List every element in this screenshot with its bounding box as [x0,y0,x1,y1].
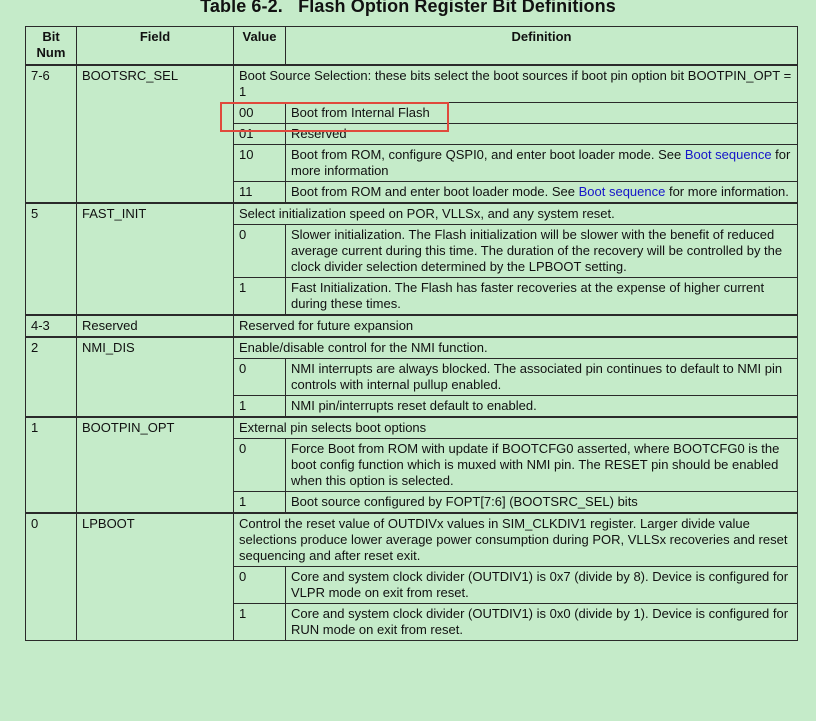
description-cell: Reserved for future expansion [234,315,798,337]
value-cell: 0 [234,567,286,604]
definition-text: Boot from ROM and enter boot loader mode. See [291,184,579,199]
definition-cell [286,182,798,204]
value-cell: 10 [234,145,286,182]
value-cell: 1 [234,492,286,514]
value-cell: 1 [234,278,286,316]
field-cell: Reserved [77,315,234,337]
value-cell: 0 [234,225,286,278]
definition-cell: NMI interrupts are always blocked. The associated pin continues to default to NMI pin controls with internal pullup enabled. [286,359,798,396]
value-cell: 0 [234,439,286,492]
table-row [26,513,798,567]
table-row [26,337,798,359]
header-field: Field [77,27,234,66]
definition-cell: Boot source configured by FOPT[7:6] (BOOTSRC_SEL) bits [286,492,798,514]
field-cell: FAST_INIT [77,203,234,315]
description-cell: Control the reset value of OUTDIVx values in SIM_CLKDIV1 register. Larger divide value selections produce lower average power consumption during POR, VLLSx recoveries and reset sequencing and after reset exit. [234,513,798,567]
bit-num-cell: 1 [26,417,77,513]
table-row [26,203,798,225]
value-cell: 1 [234,604,286,641]
description-cell: Enable/disable control for the NMI function. [234,337,798,359]
definition-cell: Force Boot from ROM with update if BOOTCFG0 asserted, where BOOTCFG0 is the boot config function which is muxed with NMI pin. The RESET pin should be enabled when this option is selected. [286,439,798,492]
value-cell: 01 [234,124,286,145]
description-cell: Boot Source Selection: these bits select the boot sources if boot pin option bit BOOTPIN_OPT = 1 [234,65,798,103]
definition-cell: NMI pin/interrupts reset default to enabled. [286,396,798,418]
bit-num-cell: 5 [26,203,77,315]
definition-text: for more information [291,147,791,178]
definition-cell: Reserved [286,124,798,145]
definition-text: Boot from ROM, configure QSPI0, and enter boot loader mode. See [291,147,685,162]
field-cell: NMI_DIS [77,337,234,417]
field-cell: LPBOOT [77,513,234,641]
value-cell: 1 [234,396,286,418]
field-cell: BOOTSRC_SEL [77,65,234,203]
bit-num-cell: 4-3 [26,315,77,337]
table-row [26,65,798,103]
definition-cell [286,145,798,182]
bit-num-cell: 7-6 [26,65,77,203]
header-row [26,27,798,66]
value-cell: 00 [234,103,286,124]
header-definition: Definition [286,27,798,66]
table-title: Table 6-2. Flash Option Register Bit Definitions [200,0,616,16]
definition-text: for more information. [665,184,789,199]
boot-sequence-link[interactable]: Boot sequence [578,184,666,199]
header-bit-num: Bit Num [26,27,77,66]
table-row [26,315,798,337]
bit-num-cell: 0 [26,513,77,641]
definition-cell: Fast Initialization. The Flash has faster recoveries at the expense of higher current during these times. [286,278,798,316]
bit-num-cell: 2 [26,337,77,417]
definition-cell: Core and system clock divider (OUTDIV1) is 0x0 (divide by 1). Device is configured for RUN mode on exit from reset. [286,604,798,641]
flash-option-register-table [25,26,798,641]
definition-cell: Boot from Internal Flash [286,103,798,124]
definition-cell: Core and system clock divider (OUTDIV1) is 0x7 (divide by 8). Device is configured for VLPR mode on exit from reset. [286,567,798,604]
value-cell: 11 [234,182,286,204]
value-cell: 0 [234,359,286,396]
header-value: Value [234,27,286,66]
description-cell: External pin selects boot options [234,417,798,439]
description-cell: Select initialization speed on POR, VLLSx, and any system reset. [234,203,798,225]
field-cell: BOOTPIN_OPT [77,417,234,513]
definition-cell: Slower initialization. The Flash initialization will be slower with the benefit of reduced average current during this time. The duration of the recovery will be controlled by the clock divider selection determined by the LPBOOT setting. [286,225,798,278]
table-row [26,417,798,439]
boot-sequence-link[interactable]: Boot sequence [684,147,772,162]
